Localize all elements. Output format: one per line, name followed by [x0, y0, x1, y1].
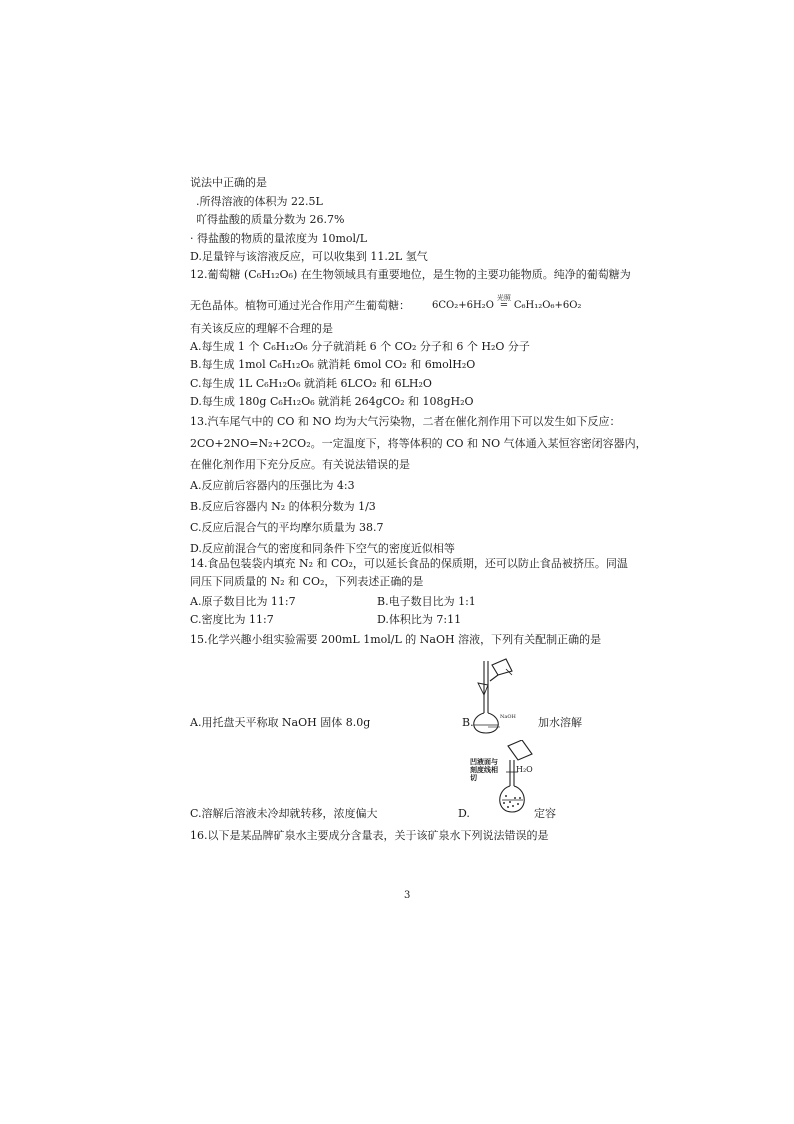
q14-options-row1 [190, 593, 476, 609]
naoh-flask-label: NaOH [500, 714, 516, 720]
q14-option-b: B.电子数目比为 1:1 [377, 595, 476, 608]
q15-option-d-caption: 定容 [534, 807, 556, 820]
q12-option-b: B.每生成 1mol C₆H₁₂O₆ 就消耗 6mol CO₂ 和 6molH₂O [190, 358, 476, 371]
equation-right: C₆H₁₂O₆+6O₂ [513, 300, 582, 311]
equation-left: 6CO₂+6H₂O [432, 300, 494, 311]
q14-option-c: C.密度比为 11:7 [190, 613, 274, 626]
q14-options-row2 [190, 611, 462, 627]
q16-stem: 16.以下是某品牌矿泉水主要成分含量表，关于该矿泉水下列说法错误的是 [190, 829, 549, 842]
q12-line1: 12.葡萄糖 (C₆H₁₂O₆) 在生物领域具有重要地位，是生物的主要功能物质。纯净的葡萄糖为 [190, 268, 631, 281]
q15-option-c: C.溶解后溶液未冷却就转移，浓度偏大 [190, 807, 378, 820]
equation-condition: 光照 [496, 294, 511, 302]
q12-option-a: A.每生成 1 个 C₆H₁₂O₆ 分子就消耗 6 个 CO₂ 分子和 6 个 H₂O 分子 [190, 340, 530, 353]
q11-option-a: .所得溶液的体积为 22.5L [196, 195, 323, 208]
q13-line1: 13.汽车尾气中的 CO 和 NO 均为大气污染物，二者在催化剂作用下可以发生如下反应： [190, 415, 621, 428]
q12-equation [432, 294, 582, 313]
q15-option-d-letter: D. [458, 807, 470, 820]
q11-option-c: · 得盐酸的物质的量浓度为 10mol/L [190, 232, 368, 245]
q14-option-a: A.原子数目比为 11:7 [190, 595, 296, 608]
volumetric-flask-fill-figure [496, 740, 542, 816]
meniscus-label: 凹液面与刻度线相切 [470, 757, 498, 782]
q11-option-d: D.足量锌与该溶液反应，可以收集到 11.2L 氢气 [190, 250, 428, 263]
q15-option-a: A.用托盘天平称取 NaOH 固体 8.0g [190, 716, 371, 729]
q13-option-b: B.反应后容器内 N₂ 的体积分数为 1/3 [190, 500, 376, 513]
q11-option-b: 吖得盐酸的质量分数为 26.7% [196, 213, 345, 226]
q12-option-c: C.每生成 1L C₆H₁₂O₆ 就消耗 6LCO₂ 和 6LH₂O [190, 377, 432, 390]
q14-line2: 同压下同质量的 N₂ 和 CO₂，下列表述正确的是 [190, 575, 424, 588]
q11-stem-tail: 说法中正确的是 [190, 176, 267, 189]
equation-arrow: 光照 = [494, 299, 514, 313]
q13-line2: 2CO+2NO=N₂+2CO₂。一定温度下，将等体积的 CO 和 NO 气体通入某恒容密闭容器内， [190, 437, 647, 450]
q14-option-d: D.体积比为 7:11 [377, 613, 462, 626]
q15-option-b-caption: 加水溶解 [538, 716, 582, 729]
q13-option-a: A.反应前后容器内的压强比为 4:3 [190, 479, 355, 492]
q15-stem: 15.化学兴趣小组实验需要 200mL 1mol/L 的 NaOH 溶液，下列有关配制正确的是 [190, 633, 602, 646]
q14-line1: 14.食品包装袋内填充 N₂ 和 CO₂，可以延长食品的保质期，还可以防止食品被挤压。同温 [190, 557, 628, 570]
q13-line3: 在催化剂作用下充分反应。有关说法错误的是 [190, 458, 410, 471]
q12-line2: 无色晶体。植物可通过光合作用产生葡萄糖： [190, 299, 410, 312]
q12-option-d: D.每生成 180g C₆H₁₂O₆ 就消耗 264gCO₂ 和 108gH₂O [190, 395, 474, 408]
q12-question: 有关该反应的理解不合理的是 [190, 322, 333, 335]
q13-option-c: C.反应后混合气的平均摩尔质量为 38.7 [190, 521, 384, 534]
water-label: H₂O [516, 765, 533, 774]
q13-option-d: D.反应前混合气的密度和同条件下空气的密度近似相等 [190, 542, 455, 555]
page-number: 3 [404, 890, 411, 901]
q15-option-b-letter: B. [462, 716, 474, 729]
